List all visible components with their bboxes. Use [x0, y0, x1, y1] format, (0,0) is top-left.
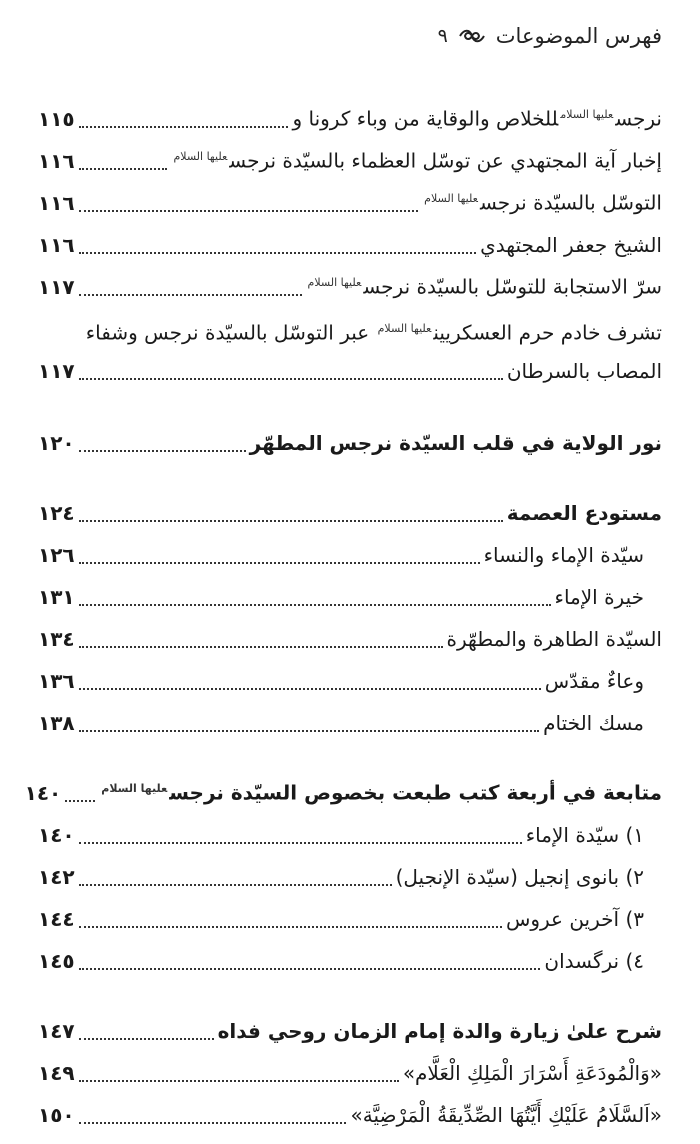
section-title: متابعة في أربعة كتب طبعت بخصوص السيّدة نرجس	[169, 781, 662, 805]
toc-entry-title: التوسّل بالسيّدة نرجس	[479, 191, 662, 215]
toc-entry-title: «وَالْمُودَعَةِ أَسْرَارَ الْمَلِكِ الْعَلَّام»	[402, 1061, 662, 1085]
toc-entry-page: ١٣٤	[38, 627, 75, 651]
toc-entry-page: ١٤٠	[38, 823, 75, 847]
toc-entry-page: ١٤٥	[38, 949, 75, 973]
section-page: ١٢٤	[38, 501, 75, 525]
toc-entry[interactable]	[38, 856, 662, 898]
dot-leader	[79, 884, 392, 886]
section-page: ١٤٠	[24, 781, 62, 805]
honorific-mark: عليها السلام	[101, 782, 168, 796]
dot-leader	[79, 1080, 399, 1082]
toc-entry-title: نرجس	[615, 107, 662, 131]
dot-leader	[79, 842, 522, 844]
toc-entry-title: سيّدة الإماء والنساء	[483, 543, 644, 567]
honorific-mark: عليها السلام	[560, 108, 614, 122]
toc-entry[interactable]	[38, 182, 662, 224]
toc-entry[interactable]	[38, 660, 662, 702]
toc-entry-title: الشيخ جعفر المجتهدي	[480, 233, 662, 257]
dot-leader	[79, 926, 502, 928]
ornament-icon	[458, 28, 486, 44]
dot-leader	[79, 294, 302, 296]
toc-entry-page: ١١٧	[38, 275, 75, 299]
dot-leader	[79, 730, 540, 732]
toc-entry-page: ١٤٤	[38, 907, 75, 931]
dot-leader	[79, 378, 503, 380]
dot-leader	[79, 450, 246, 452]
toc-entry[interactable]	[38, 140, 662, 182]
toc-entry-page: ١١٧	[38, 359, 75, 383]
section-title: نور الولاية في قلب السيّدة نرجس المطهّر	[249, 431, 662, 455]
toc-section-heading[interactable]	[38, 422, 662, 464]
dot-leader	[79, 562, 480, 564]
toc-entry[interactable]	[38, 618, 662, 660]
toc-entry-title-tail: للخلاص والوقاية من وباء كرونا و	[292, 107, 559, 131]
toc-entry[interactable]	[38, 266, 662, 308]
toc-entry-title: ٣) آخرين عروس	[505, 907, 644, 931]
toc-entry-title: ١) سيّدة الإماء	[525, 823, 644, 847]
honorific-mark: عليها السلام	[307, 276, 362, 290]
toc-entry-page: ١٤٩	[38, 1061, 75, 1085]
toc-entry-page: ١٣١	[38, 585, 75, 609]
header-title: فهرس الموضوعات	[495, 24, 662, 48]
toc-entry-title: ٤) نرگسدان	[544, 949, 644, 973]
dot-leader	[79, 646, 443, 648]
toc-entry-title: ٢) بانوى إنجيل (سيّدة الإنجيل)	[395, 865, 644, 889]
toc-entry-title-part2: عبر التوسّل بالسيّدة نرجس وشفاء	[85, 320, 370, 345]
toc-entry-title-part1: تشرف خادم حرم العسكريين	[433, 320, 662, 345]
toc-entry-title-line2: المصاب بالسرطان	[506, 359, 662, 383]
toc-section-heading[interactable]	[38, 1010, 662, 1052]
toc-entry-page: ١١٥	[38, 107, 75, 131]
dot-leader	[79, 126, 289, 128]
toc-entry[interactable]	[38, 576, 662, 618]
toc-entry[interactable]	[38, 814, 662, 856]
toc-entry[interactable]	[38, 1094, 662, 1136]
toc-entry-page: ١١٦	[38, 191, 75, 215]
toc-section-heading[interactable]	[38, 492, 662, 534]
toc-entry-page: ١٣٨	[38, 711, 75, 735]
toc-entry[interactable]	[38, 702, 662, 744]
toc-entry-title: «اَلسَّلَامُ عَلَيْكِ أَيَّتُهَا الصِّدِّيقَةُ الْمَرْضِيَّة»	[350, 1103, 662, 1127]
dot-leader	[79, 168, 168, 170]
toc-entry[interactable]	[38, 98, 662, 140]
toc-entry[interactable]	[38, 224, 662, 266]
section-page: ١٤٧	[38, 1019, 75, 1043]
toc-entry-title: سرّ الاستجابة للتوسّل بالسيّدة نرجس	[363, 275, 662, 299]
dot-leader	[65, 800, 95, 802]
dot-leader	[79, 1122, 347, 1124]
toc-entry-title: السيّدة الطاهرة والمطهّرة	[446, 627, 662, 651]
toc-entry[interactable]	[38, 898, 662, 940]
toc-entry-page: ١٤٢	[38, 865, 75, 889]
section-title: شرح علىٰ زيارة والدة إمام الزمان روحي فداه	[217, 1019, 662, 1043]
toc-section-heading[interactable]	[24, 772, 662, 814]
table-of-contents	[24, 98, 662, 1136]
dot-leader	[79, 210, 419, 212]
honorific-mark: عليها السلام	[424, 192, 478, 206]
running-header	[38, 18, 662, 54]
toc-entry-page: ١٣٦	[38, 669, 75, 693]
toc-entry[interactable]	[38, 940, 662, 982]
dot-leader	[79, 252, 477, 254]
toc-entry-page: ١١٦	[38, 233, 75, 257]
toc-entry-title: مسك الختام	[543, 711, 644, 735]
dot-leader	[79, 688, 541, 690]
honorific-mark: عليها السلام	[377, 322, 432, 335]
toc-entry-page: ١٥٠	[38, 1103, 75, 1127]
dot-leader	[79, 520, 503, 522]
toc-entry[interactable]	[38, 1052, 662, 1094]
dot-leader	[79, 604, 551, 606]
section-page: ١٢٠	[38, 431, 75, 455]
toc-entry-page: ١١٦	[38, 149, 75, 173]
dot-leader	[79, 968, 541, 970]
header-page-number: ٩	[437, 25, 448, 47]
toc-entry-multiline[interactable]	[38, 308, 662, 392]
toc-entry-title: إخبار آية المجتهدي عن توسّل العظماء بالسيّدة نرجس	[229, 149, 662, 173]
dot-leader	[79, 1038, 214, 1040]
toc-entry[interactable]	[38, 534, 662, 576]
toc-entry-title: خيرة الإماء	[554, 585, 644, 609]
toc-entry-title: وعاءٌ مقدّس	[544, 669, 644, 693]
honorific-mark: عليها السلام	[173, 150, 228, 164]
section-title: مستودع العصمة	[506, 501, 662, 525]
toc-entry-page: ١٢٦	[38, 543, 75, 567]
